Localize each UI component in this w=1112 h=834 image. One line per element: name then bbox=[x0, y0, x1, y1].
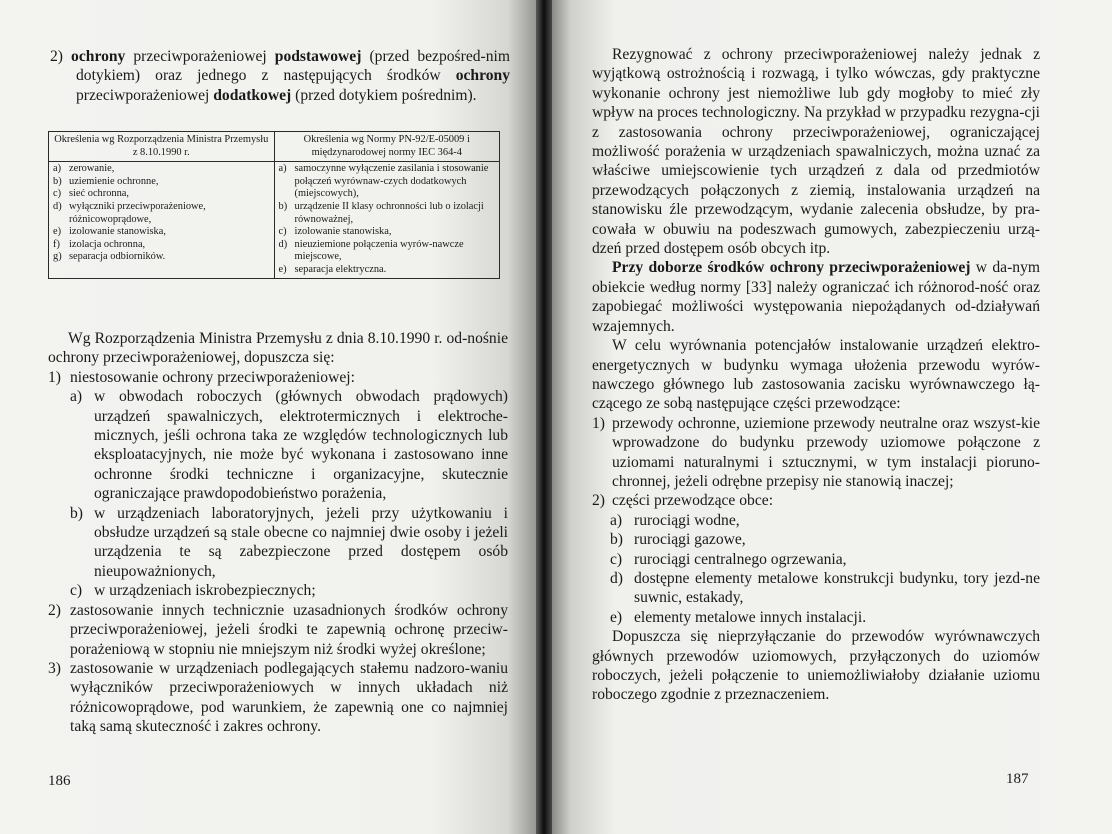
intro-item bbox=[50, 47, 510, 105]
intro-bold-term: ochrony bbox=[71, 48, 126, 65]
sub-list-item-text: rurociągi wodne, bbox=[634, 511, 740, 529]
sub-list-item-marker: a) bbox=[70, 388, 83, 406]
sub-list-item-marker: d) bbox=[610, 569, 623, 587]
intro-text-segment: przeciwporażeniowej bbox=[76, 86, 214, 104]
intro-text-segment: (przed dotykiem pośrednim). bbox=[291, 86, 477, 104]
right-body bbox=[592, 45, 1040, 705]
table-row-marker: g) bbox=[53, 251, 62, 263]
sub-list-item bbox=[610, 530, 1040, 549]
list-item-text: zastosowanie innych technicznie uzasadnionych środków ochrony przeciwporażeniowej, jeżeli środki te zapewnią ochronę przeciw-porażeniową w stopniu nie mniejszym niż środki wyżej określone; bbox=[70, 601, 508, 658]
table-row bbox=[53, 163, 270, 176]
table-row-text: separacja odbiorników. bbox=[69, 251, 166, 263]
table-row-text: nieuziemione połączenia wyrów-nawcze miejscowe, bbox=[294, 238, 464, 263]
paragraph-1: Rezygnować z ochrony przeciwporażeniowej należy jednak z wyjątkową ostrożnością i rozwagą, i tylko wówczas, gdy praktyczne wykonanie ochrony jest niemożliwe lub gdy mogłoby to mieć zły wpływ na proces technologiczny. Na przykład w przypadku rezygna-cji z zastosowania ochrony przeciwporażeniowej, ograniczającej możliwość porażenia w urządzeniach spawalniczych, można uznać za właściwe umiejscowienie tych urządzeń z dala od przedmiotów przewodzących połączonych z ziemią, instalowania urządzeń na stanowisku źle przewodzącym, wydanie zalecenia obsłudze, by pra-cowała w obuwiu na podeszwach gumowych, zabezpieczeniu urzą-dzeń przed dostępem osób obcych itp. bbox=[592, 46, 1040, 258]
table-row-marker: a) bbox=[53, 163, 62, 175]
table-row bbox=[53, 188, 270, 201]
table-row-text: separacja elektryczna. bbox=[294, 263, 387, 275]
sub-list-item bbox=[70, 581, 508, 600]
list-item-number: 3) bbox=[48, 659, 61, 677]
sub-list-item-text: rurociągi centralnego ogrzewania, bbox=[634, 550, 847, 568]
sub-list-item bbox=[610, 608, 1040, 627]
list-item bbox=[48, 659, 508, 737]
sub-list-item-marker: b) bbox=[70, 504, 83, 522]
sub-list-item-marker: b) bbox=[610, 531, 623, 549]
sub-list-item bbox=[610, 569, 1040, 608]
sub-list-item bbox=[70, 504, 508, 582]
page-number-left: 186 bbox=[48, 773, 71, 789]
table-row bbox=[279, 163, 496, 201]
table-header-left: Określenia wg Rozporządzenia Ministra Przemysłu z 8.10.1990 r. bbox=[49, 132, 275, 162]
table-row bbox=[279, 201, 496, 226]
intro-bold-term: dodatkowej bbox=[213, 86, 292, 104]
table-row bbox=[53, 201, 270, 226]
sub-list-item-text: dostępne elementy metalowe konstrukcji budynku, tory jezd-ne suwnic, estakady, bbox=[634, 569, 1040, 607]
table-row-marker: c) bbox=[278, 226, 287, 238]
paragraph-3: W celu wyrównania potencjałów instalowanie urządzeń elektro-energetycznych w budynku wymaga ułożenia przewodu wyrów-nawczego głównego lub zastosowania zacisku wyrównawczego łą-czącego ze sobą następujące części przewodzące: bbox=[592, 337, 1040, 413]
table-row bbox=[53, 176, 270, 189]
table-row-marker: d) bbox=[53, 200, 62, 212]
sub-list-item bbox=[610, 550, 1040, 569]
sub-list-item bbox=[610, 511, 1040, 530]
sub-list-item-marker: a) bbox=[610, 511, 623, 529]
table-row-marker: e) bbox=[53, 226, 62, 238]
paragraph-2-bold: Przy doborze środków ochrony przeciwporażeniowej bbox=[612, 259, 971, 277]
list-item bbox=[592, 414, 1040, 492]
table-row-marker: c) bbox=[53, 188, 62, 200]
intro-text-segment: (przed bezpośred-nim dotykiem) oraz jednego z następujących środków bbox=[76, 48, 510, 85]
regulation-paragraph: Wg Rozporządzenia Ministra Przemysłu z dnia 8.10.1990 r. od-nośnie ochrony przeciwporażeniowej, dopuszcza się: bbox=[48, 330, 508, 367]
list-item-text: zastosowanie w urządzeniach podlegających stałemu nadzoro-waniu wyłączników przeciwporażeniowych w innych układach niż różnicowoprądowe, pod warunkiem, że zapewnią one co najmniej taką samą skuteczność i zakres ochrony. bbox=[70, 659, 508, 736]
intro-bold-term: ochrony bbox=[455, 67, 510, 85]
table-row-text: samoczynne wyłączenie zasilania i stosowanie połączeń wyrównaw-czych dodatkowych (miejscowych), bbox=[294, 163, 489, 200]
list-item-number: 2) bbox=[48, 601, 61, 619]
intro-bold-term: podstawowej bbox=[274, 48, 362, 65]
table-row-text: izolacja ochronna, bbox=[69, 238, 146, 250]
table-row bbox=[279, 264, 496, 277]
list-item bbox=[592, 491, 1040, 510]
regulation-list bbox=[48, 368, 508, 737]
table-row-marker: f) bbox=[53, 238, 60, 250]
table-row-marker: b) bbox=[278, 200, 288, 212]
sub-list-item-text: w urządzeniach laboratoryjnych, jeżeli przy użytkowaniu i obsłudze urządzeń są stale obecne co najmniej dwie osoby i jeżeli urządzenia te są zabezpieczone przed dostępem osób nieupoważnionych, bbox=[94, 504, 508, 580]
sub-list-item-text: elementy metalowe innych instalacji. bbox=[634, 608, 867, 626]
page-number-right: 187 bbox=[1006, 771, 1029, 787]
table-cell-left bbox=[49, 162, 275, 278]
table-row bbox=[279, 239, 496, 264]
sub-list-item-text: w obwodach roboczych (głównych obwodach prądowych) urządzeń spawalniczych, elektrotermicznych i elektroche-micznych, jeśli ochrona taka ze względów technologicznych lub eksploatacyjnych, nie może być wykonana i zastosowano inne ochronne środki techniczne i organizacyjne, skutecznie ograniczające prawdopodobieństwo porażenia, bbox=[94, 388, 508, 503]
list-item bbox=[48, 368, 508, 387]
sub-list-item-text: w urządzeniach iskrobezpiecznych; bbox=[94, 582, 316, 600]
list-item-text: przewody ochronne, uziemione przewody neutralne oraz wszyst-kie wprowadzone do budynku przewody uziomowe połączone z uziomami naturalnymi i sztucznymi, w tym instalacji pioruno-chronnej, jeżeli odrębne przepisy nie stanowią inaczej; bbox=[612, 414, 1040, 490]
table-row bbox=[53, 226, 270, 239]
table-row-text: zerowanie, bbox=[69, 163, 115, 175]
sub-list-item-marker: c) bbox=[70, 582, 83, 600]
paragraph-4: Dopuszcza się nieprzyłączanie do przewodów wyrównawczych głównych przewodów uziomowych, przyłączonych do uziomów roboczych, jeżeli połączenie to uniemożliwiałoby działanie uziomu roboczego zgodnie z przeznaczeniem. bbox=[592, 628, 1040, 704]
list-item-number: 2) bbox=[592, 492, 605, 510]
comparison-table bbox=[48, 131, 500, 279]
paragraph-2 bbox=[592, 258, 1040, 336]
table-row-marker: d) bbox=[278, 238, 288, 250]
table-row-text: uziemienie ochronne, bbox=[69, 175, 159, 187]
table-row bbox=[279, 226, 496, 239]
table-row bbox=[53, 251, 270, 264]
table-header-right: Określenia wg Normy PN-92/E-05009 i międzynarodowej normy IEC 364-4 bbox=[274, 132, 500, 162]
table-row-marker: a) bbox=[278, 163, 287, 175]
table-row-text: izolowanie stanowiska, bbox=[294, 226, 392, 238]
list-item bbox=[48, 601, 508, 659]
table-row-text: izolowanie stanowiska, bbox=[69, 226, 166, 238]
table-row bbox=[53, 239, 270, 252]
list-item-text: części przewodzące obce: bbox=[612, 492, 774, 510]
list-item-number: 1) bbox=[48, 368, 61, 386]
sub-list-item-marker: c) bbox=[610, 550, 623, 568]
left-body bbox=[48, 329, 508, 737]
table-row-marker: b) bbox=[53, 175, 62, 187]
sub-list-item-text: rurociągi gazowe, bbox=[634, 531, 746, 549]
intro-text bbox=[71, 48, 510, 104]
sub-list-item-marker: e) bbox=[610, 608, 623, 626]
intro-number: 2) bbox=[50, 48, 63, 65]
paragraph-2-rest: w da-nym obiekcie według normy [33] należy ograniczać ich różnorod-ność oraz zapobiegać możliwości występowania niepożądanych od-działywań wzajemnych. bbox=[592, 259, 1040, 335]
list-item-number: 1) bbox=[592, 414, 605, 432]
table-row-marker: e) bbox=[278, 263, 287, 275]
book-gutter bbox=[536, 0, 552, 834]
table-row-text: sieć ochronna, bbox=[69, 188, 130, 200]
table-row-text: urządzenie II klasy ochronności lub o izolacji równoważnej, bbox=[294, 200, 484, 225]
table-row-text: wyłączniki przeciwporażeniowe, różnicowoprądowe, bbox=[69, 200, 206, 225]
intro-text-segment: przeciwporażeniowej bbox=[125, 48, 275, 65]
list-item-text: niestosowanie ochrony przeciwporażeniowej: bbox=[70, 368, 355, 386]
sub-list-item bbox=[70, 387, 508, 503]
conductive-parts-list bbox=[592, 414, 1040, 627]
table-cell-right bbox=[274, 162, 500, 278]
